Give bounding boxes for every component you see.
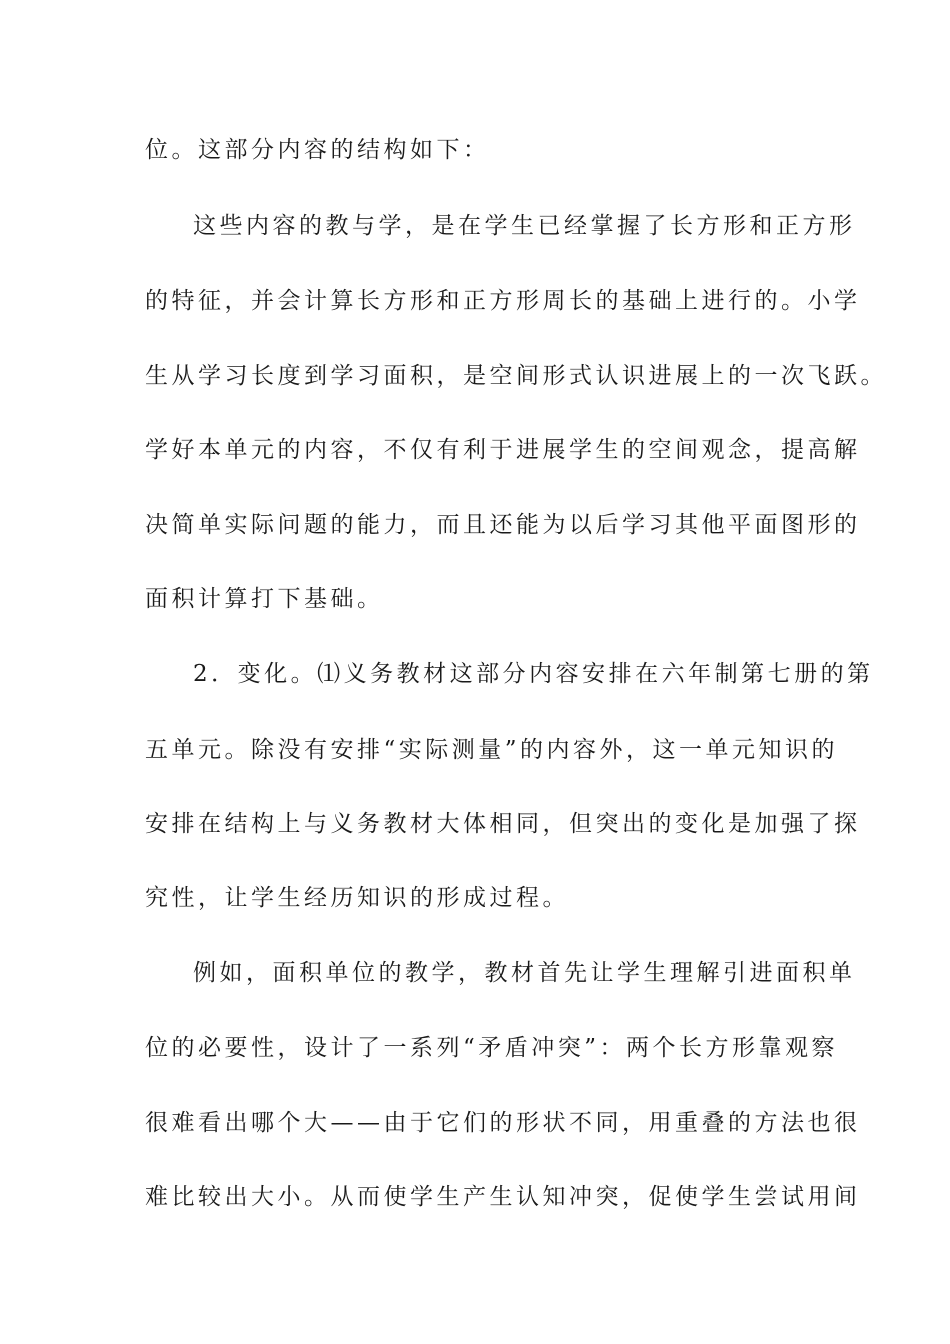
- text-line: 五单元。除没有安排“实际测量”的内容外，这一单元知识的: [145, 737, 839, 763]
- paragraph-first-line: 这些内容的教与学，是在学生已经掌握了长方形和正方形: [193, 213, 856, 239]
- text-line: 位的必要性，设计了一系列“矛盾冲突”：两个长方形靠观察: [145, 1035, 839, 1061]
- text-line: 很难看出哪个大——由于它们的形状不同，用重叠的方法也很: [145, 1110, 861, 1136]
- text-line: 生从学习长度到学习面积，是空间形式认识进展上的一次飞跃。: [145, 363, 887, 389]
- text-line: 决简单实际问题的能力，而且还能为以后学习其他平面图形的: [145, 512, 861, 538]
- text-line: 安排在结构上与义务教材大体相同，但突出的变化是加强了探: [145, 811, 861, 837]
- paragraph-first-line: 例如，面积单位的教学，教材首先让学生理解引进面积单: [193, 960, 856, 986]
- text-line: 学好本单元的内容，不仅有利于进展学生的空间观念，提高解: [145, 437, 861, 463]
- paragraph-first-line: 2．变化。⑴义务教材这部分内容安排在六年制第七册的第: [193, 661, 874, 687]
- text-line: 位。这部分内容的结构如下：: [145, 137, 490, 163]
- text-line: 究性，让学生经历知识的形成过程。: [145, 885, 569, 911]
- text-line: 面积计算打下基础。: [145, 586, 384, 612]
- text-line: 难比较出大小。从而使学生产生认知冲突，促使学生尝试用间: [145, 1184, 861, 1210]
- text-line: 的特征，并会计算长方形和正方形周长的基础上进行的。小学: [145, 288, 861, 314]
